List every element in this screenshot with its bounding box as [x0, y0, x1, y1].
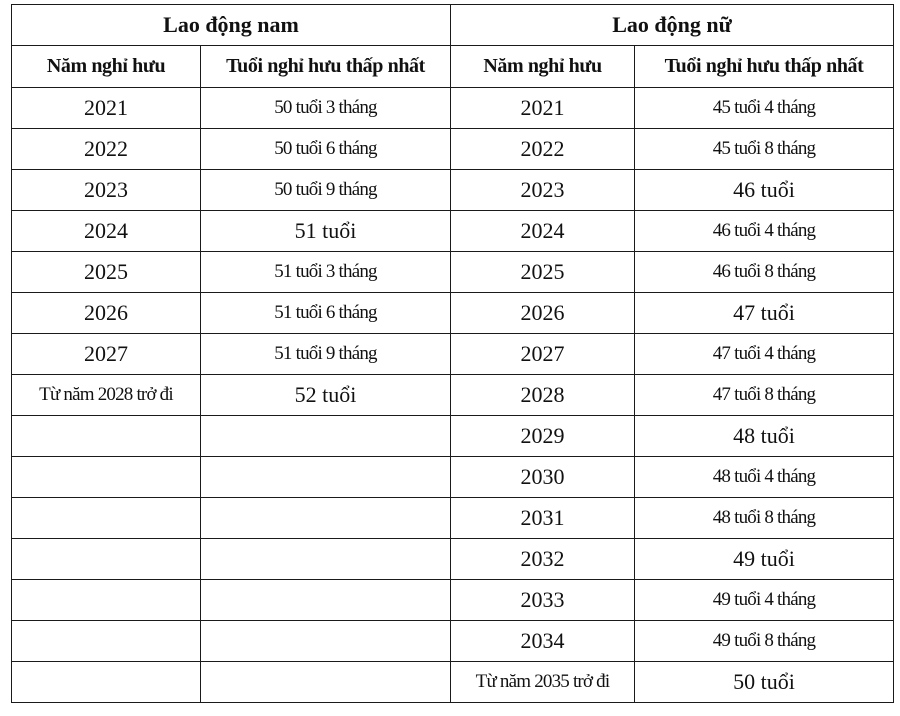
male-group-header: Lao động nam: [12, 5, 451, 46]
male-year-cell: [12, 621, 201, 662]
table-row: [12, 293, 894, 334]
table-row: [12, 170, 894, 211]
female-age-cell: 48 tuổi: [635, 416, 894, 457]
male-age-cell: 50 tuổi 6 tháng: [201, 129, 451, 170]
female-year-cell: 2024: [451, 211, 635, 252]
male-year-cell: 2026: [12, 293, 201, 334]
female-age-cell: 49 tuổi: [635, 539, 894, 580]
female-year-cell: 2031: [451, 498, 635, 539]
female-year-cell: 2030: [451, 457, 635, 498]
female-age-cell: 46 tuổi 4 tháng: [635, 211, 894, 252]
male-age-cell: [201, 416, 451, 457]
female-year-cell: 2032: [451, 539, 635, 580]
female-year-cell: 2033: [451, 580, 635, 621]
female-age-cell: 46 tuổi: [635, 170, 894, 211]
retirement-age-table: [11, 4, 894, 703]
table-row: [12, 539, 894, 580]
male-age-header: Tuổi nghỉ hưu thấp nhất: [201, 46, 451, 88]
female-year-cell: 2023: [451, 170, 635, 211]
male-age-cell: 51 tuổi 6 tháng: [201, 293, 451, 334]
male-year-cell: [12, 662, 201, 703]
female-age-cell: 50 tuổi: [635, 662, 894, 703]
female-age-cell: 45 tuổi 8 tháng: [635, 129, 894, 170]
male-age-cell: 52 tuổi: [201, 375, 451, 416]
female-age-cell: 45 tuổi 4 tháng: [635, 88, 894, 129]
male-year-cell: 2025: [12, 252, 201, 293]
female-year-cell: 2022: [451, 129, 635, 170]
retirement-age-table-container: [11, 4, 894, 703]
table-body: [12, 88, 894, 703]
male-year-header: Năm nghỉ hưu: [12, 46, 201, 88]
male-year-cell: 2021: [12, 88, 201, 129]
male-year-cell: [12, 457, 201, 498]
female-year-header: Năm nghỉ hưu: [451, 46, 635, 88]
table-row: [12, 416, 894, 457]
female-age-cell: 47 tuổi 4 tháng: [635, 334, 894, 375]
male-year-cell: 2024: [12, 211, 201, 252]
male-age-cell: 50 tuổi 9 tháng: [201, 170, 451, 211]
table-row: [12, 498, 894, 539]
male-year-cell: [12, 539, 201, 580]
female-age-cell: 48 tuổi 4 tháng: [635, 457, 894, 498]
male-age-cell: [201, 662, 451, 703]
female-year-cell: 2027: [451, 334, 635, 375]
female-age-cell: 47 tuổi: [635, 293, 894, 334]
female-age-cell: 49 tuổi 4 tháng: [635, 580, 894, 621]
table-row: [12, 621, 894, 662]
male-age-cell: [201, 580, 451, 621]
male-age-cell: [201, 457, 451, 498]
male-year-cell: [12, 416, 201, 457]
female-age-cell: 47 tuổi 8 tháng: [635, 375, 894, 416]
female-age-header: Tuổi nghỉ hưu thấp nhất: [635, 46, 894, 88]
table-row: [12, 580, 894, 621]
male-age-cell: 50 tuổi 3 tháng: [201, 88, 451, 129]
table-row: [12, 334, 894, 375]
female-year-cell: 2029: [451, 416, 635, 457]
male-year-cell: 2022: [12, 129, 201, 170]
female-age-cell: 46 tuổi 8 tháng: [635, 252, 894, 293]
table-row: [12, 88, 894, 129]
male-age-cell: 51 tuổi 9 tháng: [201, 334, 451, 375]
female-group-header: Lao động nữ: [451, 5, 894, 46]
male-year-cell: [12, 498, 201, 539]
male-year-cell: Từ năm 2028 trở đi: [12, 375, 201, 416]
female-year-cell: 2021: [451, 88, 635, 129]
female-age-cell: 49 tuổi 8 tháng: [635, 621, 894, 662]
male-age-cell: [201, 539, 451, 580]
male-age-cell: [201, 498, 451, 539]
table-row: [12, 457, 894, 498]
male-age-cell: 51 tuổi 3 tháng: [201, 252, 451, 293]
table-row: [12, 375, 894, 416]
male-age-cell: 51 tuổi: [201, 211, 451, 252]
male-year-cell: 2027: [12, 334, 201, 375]
female-age-cell: 48 tuổi 8 tháng: [635, 498, 894, 539]
column-header-row: [12, 46, 894, 88]
female-year-cell: 2026: [451, 293, 635, 334]
male-age-cell: [201, 621, 451, 662]
table-row: [12, 211, 894, 252]
female-year-cell: Từ năm 2035 trở đi: [451, 662, 635, 703]
table-row: [12, 129, 894, 170]
group-header-row: [12, 5, 894, 46]
male-year-cell: 2023: [12, 170, 201, 211]
table-row: [12, 662, 894, 703]
table-row: [12, 252, 894, 293]
female-year-cell: 2025: [451, 252, 635, 293]
female-year-cell: 2034: [451, 621, 635, 662]
female-year-cell: 2028: [451, 375, 635, 416]
male-year-cell: [12, 580, 201, 621]
